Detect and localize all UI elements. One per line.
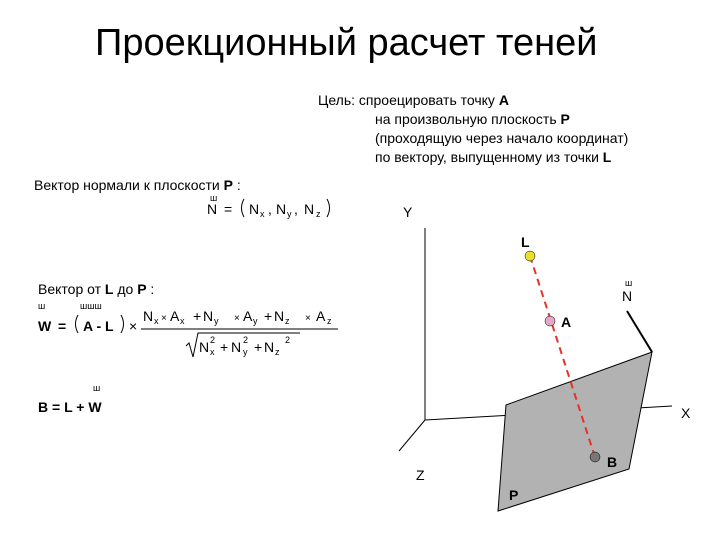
svg-text:×: ×: [305, 313, 311, 324]
3d-diagram: [399, 204, 691, 511]
point-a-label: A: [561, 314, 572, 330]
paren-right: [121, 315, 124, 333]
axis-z-label: Z: [416, 467, 425, 483]
normal-ny-sub: y: [287, 209, 292, 219]
page-title: Проекционный расчет теней: [95, 22, 598, 64]
svg-text:x: x: [210, 347, 215, 357]
svg-text:N: N: [274, 308, 285, 324]
normal-ny: N: [276, 201, 287, 217]
svg-text:z: z: [327, 316, 332, 326]
paren-right: [327, 199, 330, 217]
point-b-marker: [590, 452, 600, 462]
normal-formula-eq: =: [224, 201, 233, 217]
normal-nz: N: [304, 201, 315, 217]
svg-text:N: N: [199, 339, 210, 355]
w-formula: [38, 301, 338, 357]
w-numerator: [143, 308, 332, 326]
svg-text:+: +: [264, 308, 273, 324]
axis-z-line: [399, 420, 425, 451]
point-l-label: L: [521, 234, 530, 250]
svg-text:+: +: [220, 339, 229, 355]
axis-y-label: Y: [403, 204, 413, 220]
plane-p-label: P: [509, 487, 519, 503]
w-eq: =: [58, 318, 67, 334]
vector-arrow-mark: ш: [93, 383, 101, 393]
normal-formula: [207, 193, 330, 219]
svg-text:A: A: [170, 308, 180, 324]
w-paren-content: A - L: [83, 318, 114, 334]
svg-text:N: N: [264, 339, 275, 355]
goal-line-3: (проходящую через начало координат): [375, 130, 629, 146]
vector-arrow-mark: ш: [38, 301, 46, 311]
point-b-label: B: [607, 454, 618, 470]
normal-nz-sub: z: [316, 209, 321, 219]
svg-text:A: A: [316, 308, 326, 324]
svg-text:y: y: [243, 347, 248, 357]
goal-line-1: Цель: спроецировать точку A: [318, 92, 509, 108]
comma: ,: [294, 201, 298, 217]
normal-nx: N: [249, 201, 260, 217]
normal-formula-lhs: N: [207, 201, 218, 217]
point-a-marker: [545, 316, 555, 326]
svg-text:N: N: [231, 339, 242, 355]
vector-arrow-mark: ш: [625, 278, 633, 288]
svg-text:y: y: [253, 316, 258, 326]
paren-left: [242, 199, 245, 217]
w-times: ×: [129, 318, 138, 334]
svg-text:x: x: [154, 316, 159, 326]
plane-p: [498, 352, 652, 511]
svg-text:2: 2: [210, 335, 216, 345]
axis-x-label: X: [681, 405, 691, 421]
svg-text:2: 2: [243, 335, 249, 345]
svg-text:N: N: [143, 308, 154, 324]
svg-text:+: +: [254, 339, 263, 355]
svg-text:x: x: [180, 316, 185, 326]
result-text: B = L + W: [38, 399, 102, 415]
point-l-marker: [525, 251, 535, 261]
svg-text:z: z: [275, 347, 280, 357]
svg-text:y: y: [214, 316, 219, 326]
w-lhs: W: [38, 318, 52, 334]
normal-label: Вектор нормали к плоскости P :: [34, 177, 241, 193]
svg-text:z: z: [285, 316, 290, 326]
goal-line-2: на произвольную плоскость P: [375, 111, 570, 127]
normal-n-label: N: [622, 288, 633, 304]
vector-arrow-mark: шшш: [80, 301, 102, 311]
goal-line-4: по вектору, выпущенному из точки L: [375, 149, 612, 165]
result-formula: [38, 383, 102, 415]
comma: ,: [268, 201, 272, 217]
svg-text:A: A: [243, 308, 253, 324]
svg-text:×: ×: [234, 313, 240, 324]
svg-text:+: +: [193, 308, 202, 324]
paren-left: [76, 315, 79, 333]
vector-lw-label: Вектор от L до P :: [38, 281, 155, 297]
svg-text:2: 2: [285, 335, 291, 345]
normal-vector-line: [627, 311, 652, 352]
w-denominator: [199, 335, 290, 357]
normal-nx-sub: x: [260, 209, 265, 219]
svg-text:×: ×: [161, 313, 167, 324]
svg-text:N: N: [203, 308, 214, 324]
vector-arrow-mark: ш: [210, 193, 218, 203]
